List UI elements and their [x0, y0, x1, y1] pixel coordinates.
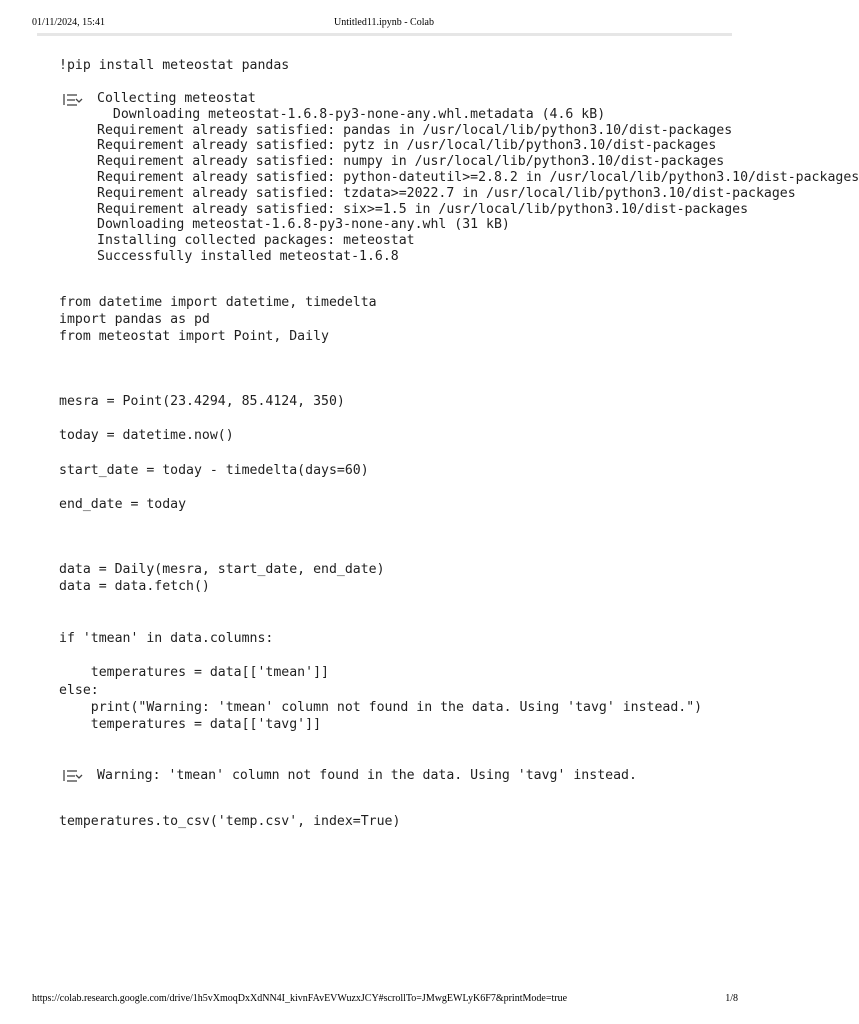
print-datetime: 01/11/2024, 15:41	[32, 17, 105, 28]
code-cell-save-csv[interactable]: temperatures.to_csv('temp.csv', index=True)	[59, 814, 401, 829]
header-divider	[37, 33, 732, 36]
code-cell-pip-install[interactable]: !pip install meteostat pandas	[59, 58, 290, 73]
page-title: Untitled11.ipynb - Colab	[334, 17, 434, 28]
code-cell-imports[interactable]: from datetime import datetime, timedelta import pandas as pd from meteostat import Point, Daily	[59, 295, 377, 345]
output-toggle-icon[interactable]	[62, 768, 84, 784]
page-number: 1/8	[725, 993, 738, 1004]
cell-output-pip-install: Collecting meteostat Downloading meteostat-1.6.8-py3-none-any.whl.metadata (4.6 kB) Requirement already satisfied: pandas in /usr/local/lib/python3.10/dist-packages Requirement already satisfied: pytz in /usr/local/lib/python3.10/dist-packages Requirement already satisfied: numpy in /usr/local/lib/python3.10/dist-packages Requirement already satisfied: python-dateutil>=2.8.2 in /usr/local/lib/python3.10/dist-packages Requirement already satisfied: tzdata>=2022.7 in /usr/local/lib/python3.10/dist-packages Requirement already satisfied: six>=1.5 in /usr/local/lib/python3.10/dist-packages Downloading meteostat-1.6.8-py3-none-any.whl (31 kB) Installing collected packages: meteostat Successfully installed meteostat-1.6.8	[97, 91, 859, 264]
cell-output-warning: Warning: 'tmean' column not found in the data. Using 'tavg' instead.	[97, 768, 637, 783]
print-url: https://colab.research.google.com/drive/1h5vXmoqDxXdNN4I_kivnFAvEVWuzxJCY#scrollTo=JMwgEWLyK6F7&printMode=true	[32, 993, 568, 1004]
code-cell-condition[interactable]: if 'tmean' in data.columns: temperatures = data[['tmean']] else: print("Warning: 'tmean' column not found in the data. Using 'tavg' instead.") temperatures = data[['tavg']]	[59, 631, 703, 733]
code-cell-fetch[interactable]: data = Daily(mesra, start_date, end_date) data = data.fetch()	[59, 562, 385, 595]
output-toggle-icon[interactable]	[62, 92, 84, 108]
code-cell-setup[interactable]: mesra = Point(23.4294, 85.4124, 350) today = datetime.now() start_date = today - timedelta(days=60) end_date = today	[59, 394, 369, 513]
